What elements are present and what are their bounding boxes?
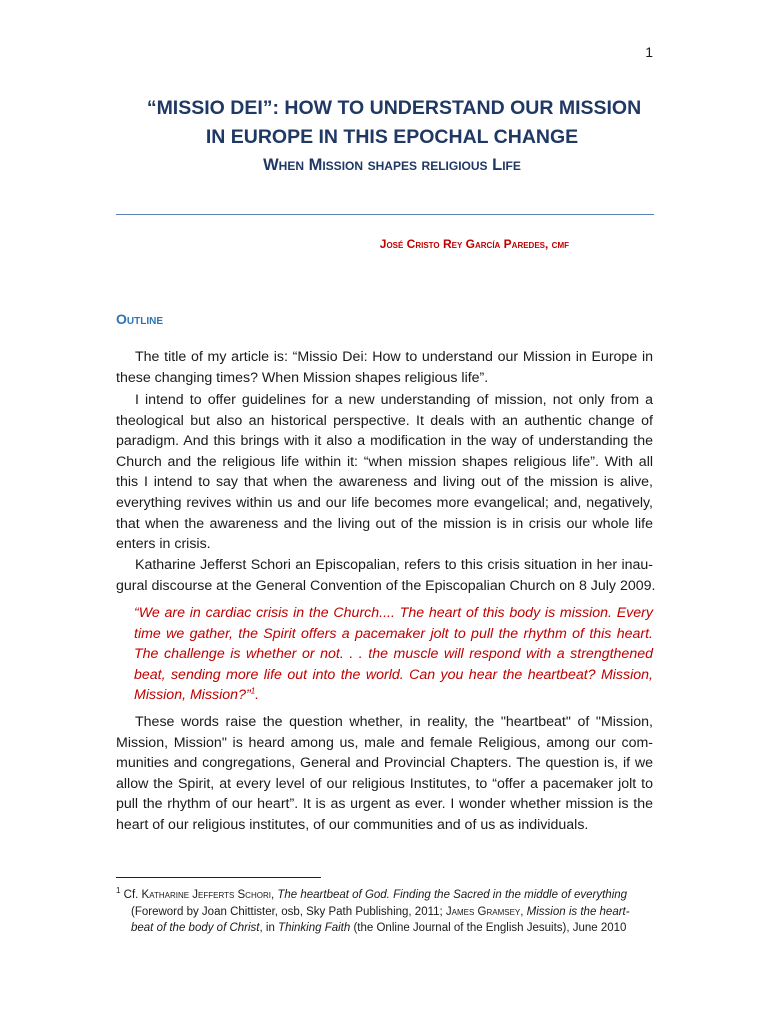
text-line: allow the Spirit, at every level of our religious Institutes, to “offer a pacemaker jolt to (116, 775, 653, 792)
footnote-text: (the Online Journal of the English Jesuits), June 2010 (350, 922, 627, 935)
text-line: Katharine Jefferst Schori an Episcopalian, refers to this crisis situation in her inau- (135, 557, 653, 573)
text-line: theological but also an historical perspective. It deals with an authentic change of (116, 412, 653, 429)
text-line: munities and congregations, General and Provincial Chapters. The question is, if we (116, 755, 653, 772)
text-line: The title of my article is: “Missio Dei: How to understand our Mission in Europe in (135, 349, 653, 365)
text-line: pull the rhythm of our heart”. It is as urgent as ever. I wonder whether mission is the (116, 796, 653, 813)
quote-end: . (255, 687, 260, 704)
text-line: that when the awareness and the living out of the mission is in crisis our whole life (116, 515, 653, 532)
text-line: paradigm. And this brings with it also a modification in the way of understanding the (116, 433, 653, 450)
footnote-title: The heartbeat of God. Finding the Sacred in the middle of everything (277, 889, 628, 901)
title-line-2: IN EUROPE IN THIS EPOCHAL CHANGE (205, 126, 579, 148)
footnote-line (116, 920, 656, 937)
footnote-text: (Foreword by Joan Chittister, osb, Sky Path Publishing, 2011; (131, 905, 446, 918)
footnote-journal: Thinking Faith (278, 922, 351, 935)
quote-line: “We are in cardiac crisis in the Church.... The heart of this body is mission. Every (134, 605, 653, 621)
block-quote (134, 603, 653, 706)
footnote-divider (116, 877, 321, 878)
text-line: heart of our religious institutes, of our communities and of us as individuals. (116, 816, 589, 833)
paragraph-4 (116, 712, 653, 836)
section-heading: Outline (116, 311, 163, 327)
footnote-cf: Cf. (120, 889, 142, 901)
text-line: everything revives within us and our life becomes more evangelical; and, negatively, (116, 494, 653, 511)
footnote-author: James Gramsey (445, 905, 521, 918)
text-line: this I intend to say that when the awareness and living out of the mission is alive, (116, 474, 653, 491)
title-divider (116, 214, 654, 215)
footnote-title: Mission is the heart- (526, 905, 630, 918)
title-line-1: “MISSIO DEI”: HOW TO UNDERSTAND OUR MISSION (146, 97, 642, 119)
quote-line: time we gather, the Spirit offers a pacemaker jolt to pull the rhythm of this heart. (134, 625, 653, 642)
paragraph-1 (116, 347, 653, 388)
footnote-ref[interactable]: 1 (250, 686, 256, 696)
footnote (116, 887, 656, 937)
paragraph-3 (116, 555, 656, 596)
quote-line (134, 685, 653, 706)
footnote-line: (Foreword by Joan Chittister, osb, Sky Path Publishing, 2011; James Gramsey, Mission is the heart- (131, 905, 630, 918)
quote-line: beat, sending more life out into the world. Can you hear the heartbeat? Mission, (134, 666, 653, 683)
text-line: Mission, Mission" is heard among us, male and female Religious, among our com- (116, 734, 653, 751)
text-line: Church and the religious life within it: “when mission shapes religious life”. With all (116, 453, 653, 470)
text-line: enters in crisis. (116, 536, 211, 553)
footnote-line: $^1$ Cf. Katharine Jefferts Schori, The heartbeat of God. Finding the Sacred in the middle of everything (116, 886, 628, 901)
footnote-number: 1 (116, 886, 121, 896)
footnote-text: , in (259, 922, 279, 935)
footnote-title: beat of the body of Christ (131, 922, 260, 935)
text-line: gural discourse at the General Convention of the Episcopalian Church on 8 July 2009. (116, 577, 656, 594)
footnote-author: Katharine Jefferts Schori (141, 889, 271, 901)
paragraph-2 (116, 390, 653, 555)
author-name: José Cristo Rey García Paredes, cmf (379, 237, 569, 251)
text-line: These words raise the question whether, in reality, the "heartbeat" of "Mission, (135, 714, 653, 730)
quote-line: The challenge is whether or not. . . the muscle will respond with a strengthened (134, 646, 653, 663)
subtitle: When Mission shapes religious Life (263, 156, 521, 174)
quote-line-text: Mission, Mission?” (134, 687, 251, 704)
page-number: 1 (645, 44, 653, 60)
text-line: I intend to offer guidelines for a new understanding of mission, not only from a (135, 392, 653, 408)
text-line: these changing times? When Mission shapes religious life”. (116, 369, 489, 386)
